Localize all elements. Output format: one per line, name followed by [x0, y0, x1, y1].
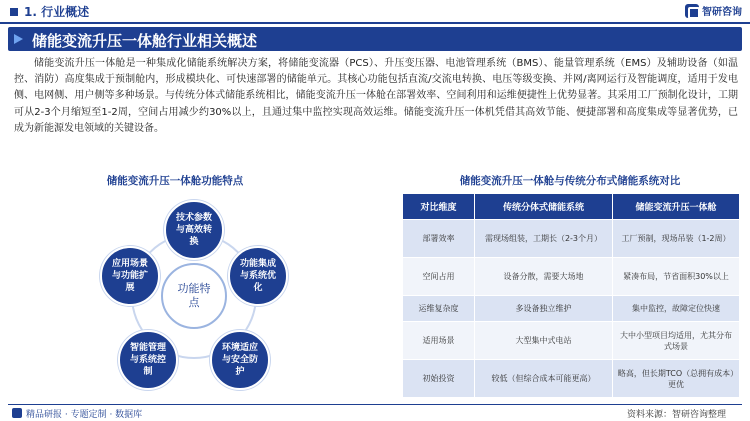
table-cell: 较低（但综合成本可能更高）	[475, 360, 613, 398]
table-cell: 部署效率	[403, 220, 475, 258]
intro-paragraph: 储能变流升压一体舱是一种集成化储能系统解决方案，将储能变流器（PCS）、升压变压器、电池管理系统（BMS）、能量管理系统（EMS）及辅助设备（如温控、消防）高度集成于预制舱内，形成模块化、可快速部署的储能单元。其核心功能包括直流/交流电转换、电压等级变换、并网/离网运行及智能调度，适用于发电侧、电网侧、用户侧等多种场景。与传统分体式储能系统相比，储能变流升压一体舱在部署效率、空间利用和运维便捷性上优势显著。其采用工厂预制化设计，工期可从2-3个月缩短至1-2周，空间占用减少约30%以上，且通过集中监控实现高效运维。储能变流升压一体机凭借其高效节能、便捷部署和高度集成等显著优势，已成为新能源发电领域的关键设备。	[14, 58, 738, 134]
section-marker	[10, 8, 18, 16]
table-row	[403, 220, 740, 258]
table-cell: 初始投资	[403, 360, 475, 398]
table-header-row	[403, 194, 740, 220]
table-cell: 多设备独立维护	[475, 296, 613, 322]
page-title: 储能变流升压一体舱行业相关概述	[32, 32, 258, 50]
node-tech-params: 技术参数与高效转换	[164, 200, 224, 260]
table-cell: 需现场组装，工期长（2-3个月）	[475, 220, 613, 258]
diagram-title: 储能变流升压一体舱功能特点	[106, 175, 244, 187]
diagram-center: 功能特点	[161, 263, 227, 329]
table-cell: 适用场景	[403, 322, 475, 360]
report-icon	[12, 408, 22, 418]
feature-diagram	[60, 184, 340, 404]
footer	[0, 404, 750, 421]
node-function-integration: 功能集成与系统优化	[228, 246, 288, 306]
header-integrated: 储能变流升压一体舱	[613, 194, 740, 220]
footer-divider	[8, 404, 742, 405]
table-cell: 大型集中式电站	[475, 322, 613, 360]
table-cell: 集中监控，故障定位快速	[613, 296, 740, 322]
table-cell: 略高，但长期TCO（总拥有成本）更优	[613, 360, 740, 398]
table-cell: 工厂预制，现场吊装（1-2周）	[613, 220, 740, 258]
table-cell: 运维复杂度	[403, 296, 475, 322]
logo-text: 智研咨询	[702, 7, 742, 18]
node-smart-management: 智能管理与系统控制	[118, 330, 178, 390]
source-note: 资料来源：智研咨询整理	[626, 410, 726, 420]
table-cell: 紧凑布局，节省面积30%以上	[613, 258, 740, 296]
section-heading: 1. 行业概述	[24, 5, 90, 19]
header-traditional: 传统分体式储能系统	[475, 194, 613, 220]
arrow-icon	[14, 34, 23, 44]
node-application-scenarios: 应用场景与功能扩展	[100, 246, 160, 306]
table-cell: 设备分散，需要大场地	[475, 258, 613, 296]
table-cell: 大中小型项目均适用，尤其分布式场景	[613, 322, 740, 360]
table-title: 储能变流升压一体舱与传统分布式储能系统对比	[459, 175, 681, 187]
title-bar	[8, 27, 742, 51]
logo-icon	[685, 4, 699, 18]
table-cell: 空间占用	[403, 258, 475, 296]
brand-logo	[685, 3, 742, 18]
table-row	[403, 258, 740, 296]
header-dimension: 对比维度	[403, 194, 475, 220]
comparison-table	[402, 193, 740, 398]
footer-tagline: 精品研报 · 专题定制 · 数据库	[26, 410, 143, 420]
top-bar	[0, 0, 750, 24]
table-row	[403, 296, 740, 322]
top-divider	[0, 22, 750, 24]
table-row	[403, 322, 740, 360]
node-environment-safety: 环境适应与安全防护	[210, 330, 270, 390]
table-row	[403, 360, 740, 398]
